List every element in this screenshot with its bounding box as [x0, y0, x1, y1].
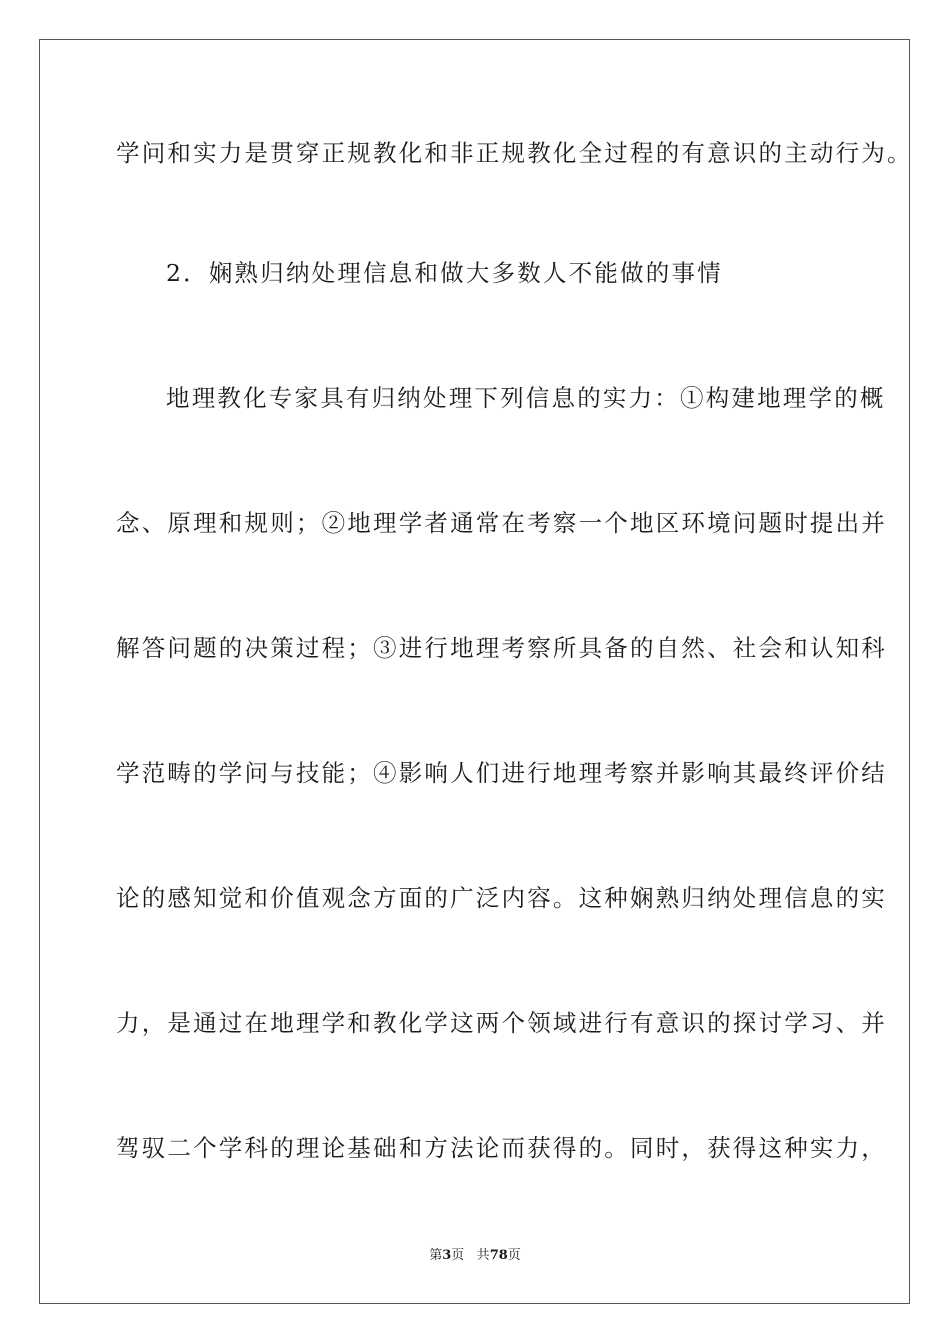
body-text-line-1: 学问和实力是贯穿正规教化和非正规教化全过程的有意识的主动行为。	[116, 139, 913, 167]
body-text-line-8: 驾驭二个学科的理论基础和方法论而获得的。同时，获得这种实力，	[116, 1134, 887, 1162]
footer-page-prefix: 第	[429, 1248, 443, 1263]
body-text-line-3: 念、原理和规则；②地理学者通常在考察一个地区环境问题时提出并	[116, 509, 887, 537]
section-heading: 2．娴熟归纳处理信息和做大多数人不能做的事情	[166, 259, 723, 287]
page-border	[39, 39, 910, 1304]
body-text-line-6: 论的感知觉和价值观念方面的广泛内容。这种娴熟归纳处理信息的实	[116, 884, 887, 912]
footer-total-prefix: 共	[476, 1248, 490, 1263]
body-text-line-5: 学范畴的学问与技能；④影响人们进行地理考察并影响其最终评价结	[116, 759, 887, 787]
body-text-line-2: 地理教化专家具有归纳处理下列信息的实力：①构建地理学的概	[166, 384, 886, 412]
footer-total-pages: 78	[489, 1248, 508, 1263]
footer-total-suffix: 页	[507, 1248, 521, 1263]
footer-page-number: 3	[442, 1248, 452, 1263]
body-text-line-4: 解答问题的决策过程；③进行地理考察所具备的自然、社会和认知科	[116, 634, 887, 662]
footer-page-suffix: 页	[451, 1248, 465, 1263]
body-text-line-7: 力，是通过在地理学和教化学这两个领域进行有意识的探讨学习、并	[116, 1009, 887, 1037]
page-footer	[0, 1247, 950, 1265]
